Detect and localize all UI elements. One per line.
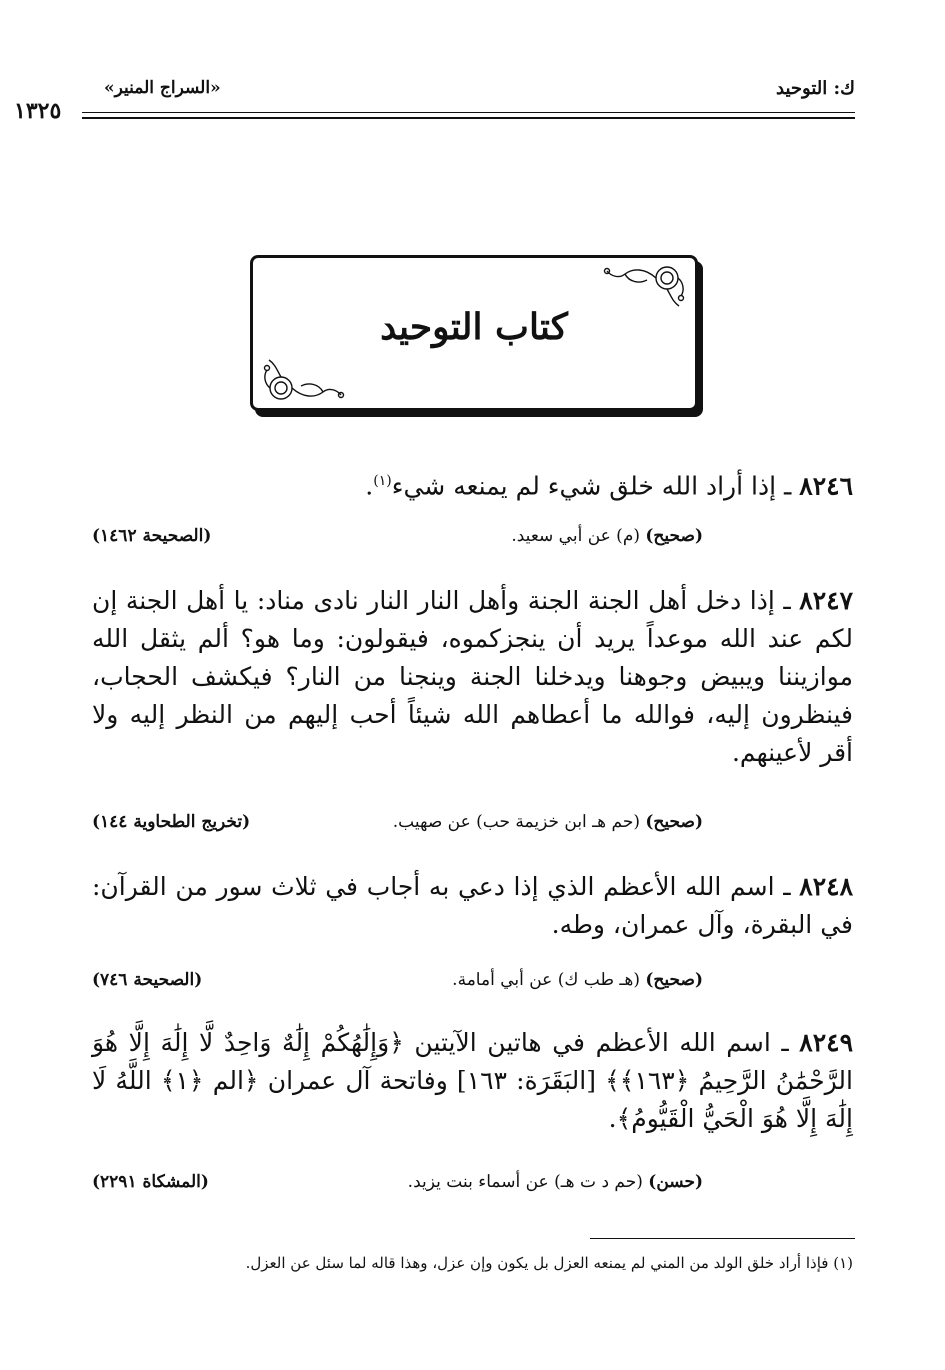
header-rule-thick [82, 117, 855, 119]
book-title: كتاب التوحيد [380, 306, 568, 348]
grade: (صحيح) [645, 812, 703, 832]
hadith-number: ٨٢٤٧ [799, 586, 853, 615]
ornament-top-right-icon [597, 262, 689, 312]
source: (حم هـ ابن خزيمة حب) عن صهيب. [392, 812, 640, 832]
reference: (الصحيحة ٧٤٦) [92, 970, 203, 990]
grade: (حسن) [648, 1172, 703, 1192]
hadith-8247 [92, 582, 853, 772]
source: (حم د ت هـ) عن أسماء بنت يزيد. [407, 1172, 643, 1192]
hadith-text: ـ إذا أراد الله خلق شيء لم يمنعه شيء [391, 471, 792, 501]
footnote-ref: (١) [373, 473, 392, 489]
takhrij-8246 [92, 526, 853, 556]
header-rule [82, 112, 855, 113]
header-left [14, 78, 264, 128]
page-number: ١٣٢٥ [14, 98, 62, 124]
running-chapter-title: ك: التوحيد [776, 78, 855, 99]
chapter-title-frame [250, 255, 698, 411]
takhrij-8249 [92, 1172, 853, 1202]
hadith-text-end: . [365, 471, 374, 501]
footnote-1: (١) فإذا أراد خلق الولد من المني لم يمنعه العزل بل يكون وإن عزل، وهذا قاله لما سئل عن العزل. [245, 1254, 853, 1272]
grade: (صحيح) [645, 970, 703, 990]
takhrij-8248 [92, 970, 853, 1000]
reference: (تخريج الطحاوية ١٤٤) [92, 812, 251, 832]
running-book-title: «السراج المنير» [104, 78, 221, 98]
source: (هـ طب ك) عن أبي أمامة. [452, 970, 640, 990]
ornament-bottom-left-icon [259, 354, 351, 404]
hadith-number: ٨٢٤٨ [799, 872, 853, 901]
hadith-text: ـ إذا دخل أهل الجنة الجنة وأهل النار النار نادى مناد: يا أهل الجنة إن لكم عند الله موعداً يريد أن ينجزكموه، فيقولون: وما هو؟ ألم يثقل الله موازيننا ويبيض وجوهنا ويدخلنا الجنة وينجنا من النار؟ فيكشف الحجاب، فينظرون إليه، فوالله ما أعطاهم الله شيئاً أحب إليهم من النظر إليه ولا أقر لأعينهم. [92, 586, 853, 767]
hadith-8249 [92, 1024, 853, 1138]
source: (م) عن أبي سعيد. [511, 526, 640, 546]
hadith-number: ٨٢٤٦ [799, 471, 853, 501]
footnote-separator [590, 1238, 855, 1239]
hadith-text: ـ اسم الله الأعظم الذي إذا دعي به أجاب في ثلاث سور من القرآن: في البقرة، وآل عمران، وطه. [92, 872, 853, 939]
grade: (صحيح) [645, 526, 703, 546]
reference: (الصحيحة ١٤٦٢) [92, 526, 212, 546]
reference: (المشكاة ٢٢٩١) [92, 1172, 209, 1192]
hadith-text: ـ اسم الله الأعظم في هاتين الآيتين ﴿وَإِلَٰهُكُمْ إِلَٰهٌ وَاحِدٌ لَّا إِلَٰهَ إِلَّا هُوَ الرَّحْمَٰنُ الرَّحِيمُ ﴿١٦٣﴾﴾ [البَقَرَة: ١٦٣] وفاتحة آل عمران ﴿الم ﴿١﴾ اللَّهُ لَا إِلَٰهَ إِلَّا هُوَ الْحَيُّ الْقَيُّومُ﴾. [92, 1028, 853, 1133]
hadith-8246 [92, 462, 853, 505]
hadith-number: ٨٢٤٩ [799, 1028, 853, 1057]
hadith-8248 [92, 868, 853, 944]
takhrij-8247 [92, 812, 853, 842]
